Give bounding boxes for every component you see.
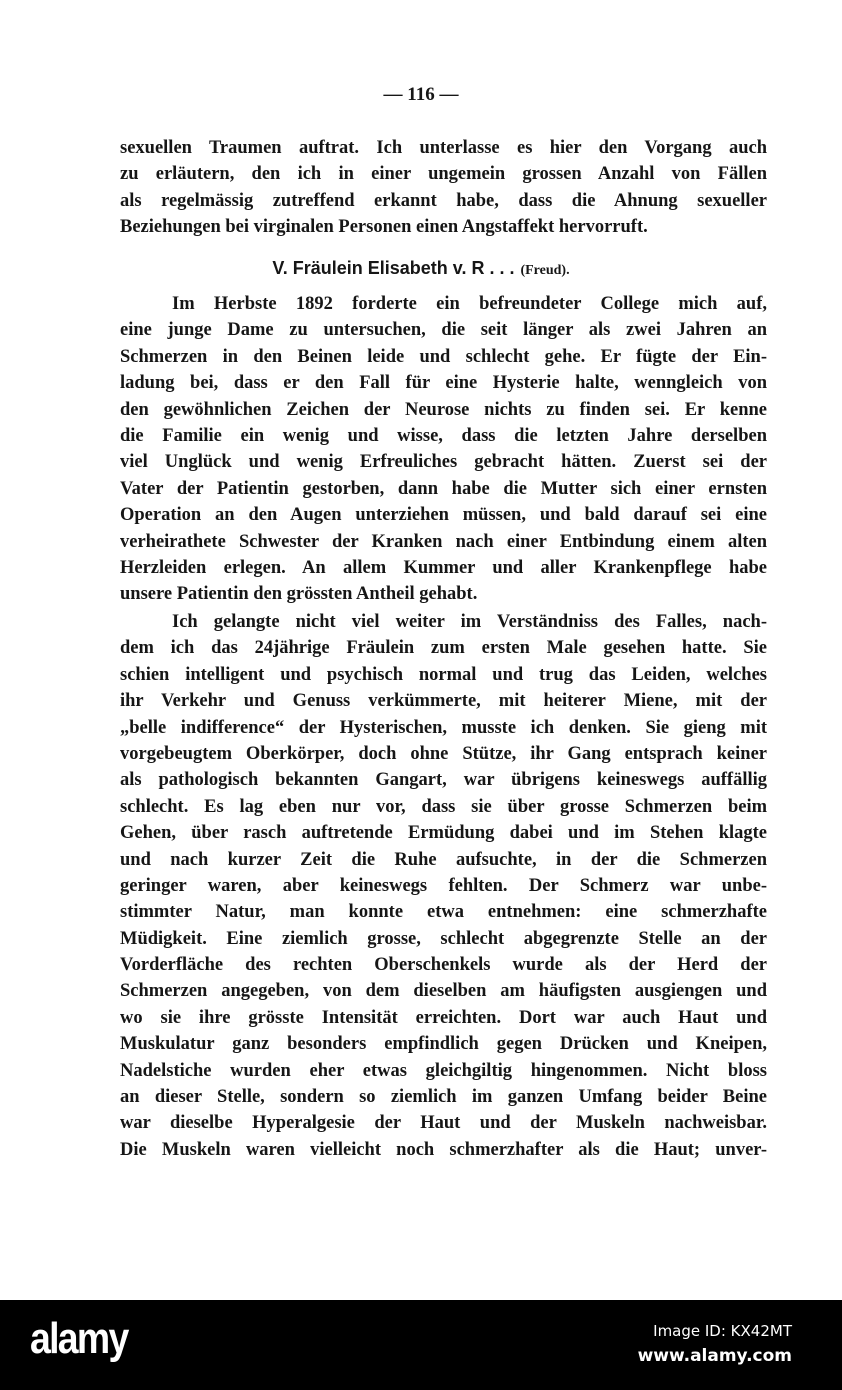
text-line: Schmerzen angegeben, von dem dieselben am häufigsten ausgiengen und bbox=[120, 981, 767, 1002]
intro-paragraph bbox=[120, 135, 767, 241]
text-line: Schmerzen in den Beinen leide und schlecht gehe. Er fügte der Ein- bbox=[120, 346, 767, 367]
text-line: und nach kurzer Zeit die Ruhe aufsuchte, in der die Schmerzen bbox=[120, 849, 767, 870]
text-line: als pathologisch bekannten Gangart, war übrigens keineswegs auffällig bbox=[120, 770, 767, 791]
text-line: an dieser Stelle, sondern so ziemlich im ganzen Umfang beider Beine bbox=[120, 1087, 767, 1108]
text-line: schlecht. Es lag eben nur vor, dass sie über grosse Schmerzen beim bbox=[120, 796, 767, 817]
text-line: die Familie ein wenig und wisse, dass die letzten Jahre derselben bbox=[120, 425, 767, 446]
text-line: wo sie ihre grösste Intensität erreichten. Dort war auch Haut und bbox=[120, 1007, 767, 1028]
text-line: viel Unglück und wenig Erfreuliches gebracht hätten. Zuerst sei der bbox=[120, 452, 767, 473]
text-line: Muskulatur ganz besonders empfindlich gegen Drücken und Kneipen, bbox=[120, 1034, 767, 1055]
text-line: Herzleiden erlegen. An allem Kummer und aller Krankenpflege habe bbox=[120, 557, 767, 578]
text-line: Vater der Patientin gestorben, dann habe die Mutter sich einer ernsten bbox=[120, 478, 767, 499]
text-line: war dieselbe Hyperalgesie der Haut und der Muskeln nachweisbar. bbox=[120, 1113, 767, 1134]
text-line: Vorderfläche des rechten Oberschenkels wurde als der Herd der bbox=[120, 955, 767, 976]
text-line: ihr Verkehr und Genuss verkümmerte, mit heiterer Miene, mit der bbox=[120, 691, 767, 712]
text-line: ladung bei, dass er den Fall für eine Hysterie halte, wenngleich von bbox=[120, 373, 767, 394]
text-line: verheirathete Schwester der Kranken nach einer Entbindung einem alten bbox=[120, 531, 767, 552]
alamy-logo: alamy bbox=[30, 1314, 128, 1363]
section-heading bbox=[0, 258, 842, 279]
text-line: als regelmässig zutreffend erkannt habe, dass die Ahnung sexueller bbox=[120, 190, 767, 211]
text-line: vorgebeugtem Oberkörper, doch ohne Stütze, ihr Gang entsprach keiner bbox=[120, 743, 767, 764]
text-line: „belle indifference“ der Hysterischen, musste ich denken. Sie gieng mit bbox=[120, 717, 767, 738]
paragraph-1 bbox=[120, 291, 767, 608]
watermark-footer bbox=[0, 1300, 842, 1390]
paragraph-2 bbox=[120, 609, 767, 1163]
section-author: (Freud). bbox=[520, 263, 570, 278]
page-number: — 116 — bbox=[383, 84, 459, 105]
text-line: den gewöhnlichen Zeichen der Neurose nichts zu finden sei. Er kenne bbox=[120, 399, 767, 420]
text-line: Müdigkeit. Eine ziemlich grosse, schlecht abgegrenzte Stelle an der bbox=[120, 928, 767, 949]
image-id: Image ID: KX42MT bbox=[653, 1322, 792, 1340]
text-line: unsere Patientin den grössten Antheil gehabt. bbox=[120, 584, 478, 605]
text-line: sexuellen Traumen auftrat. Ich unterlasse es hier den Vorgang auch bbox=[120, 138, 767, 158]
text-line: Die Muskeln waren vielleicht noch schmerzhafter als die Haut; unver- bbox=[120, 1139, 767, 1160]
site-url: www.alamy.com bbox=[637, 1346, 792, 1366]
text-line: Im Herbste 1892 forderte ein befreundeter College mich auf, bbox=[172, 294, 767, 314]
text-line: eine junge Dame zu untersuchen, die seit länger als zwei Jahren an bbox=[120, 320, 767, 341]
text-line: geringer waren, aber keineswegs fehlten. Der Schmerz war unbe- bbox=[120, 875, 767, 896]
text-line: Operation an den Augen unterziehen müssen, und bald darauf sei eine bbox=[120, 505, 767, 526]
text-line: Gehen, über rasch auftretende Ermüdung dabei und im Stehen klagte bbox=[120, 823, 767, 844]
text-line: Beziehungen bei virginalen Personen einen Angstaffekt hervorruft. bbox=[120, 217, 648, 238]
text-line: stimmter Natur, man konnte etwa entnehmen: eine schmerzhafte bbox=[120, 902, 767, 923]
text-line: schien intelligent und psychisch normal und trug das Leiden, welches bbox=[120, 664, 767, 685]
text-line: Nadelstiche wurden eher etwas gleichgiltig hingenommen. Nicht bloss bbox=[120, 1060, 767, 1081]
text-line: dem ich das 24jährige Fräulein zum ersten Male gesehen hatte. Sie bbox=[120, 638, 767, 659]
section-title: V. Fräulein Elisabeth v. R . . . bbox=[272, 258, 515, 278]
text-line: Ich gelangte nicht viel weiter im Verständniss des Falles, nach- bbox=[172, 612, 767, 632]
text-line: zu erläutern, den ich in einer ungemein grossen Anzahl von Fällen bbox=[120, 164, 767, 185]
